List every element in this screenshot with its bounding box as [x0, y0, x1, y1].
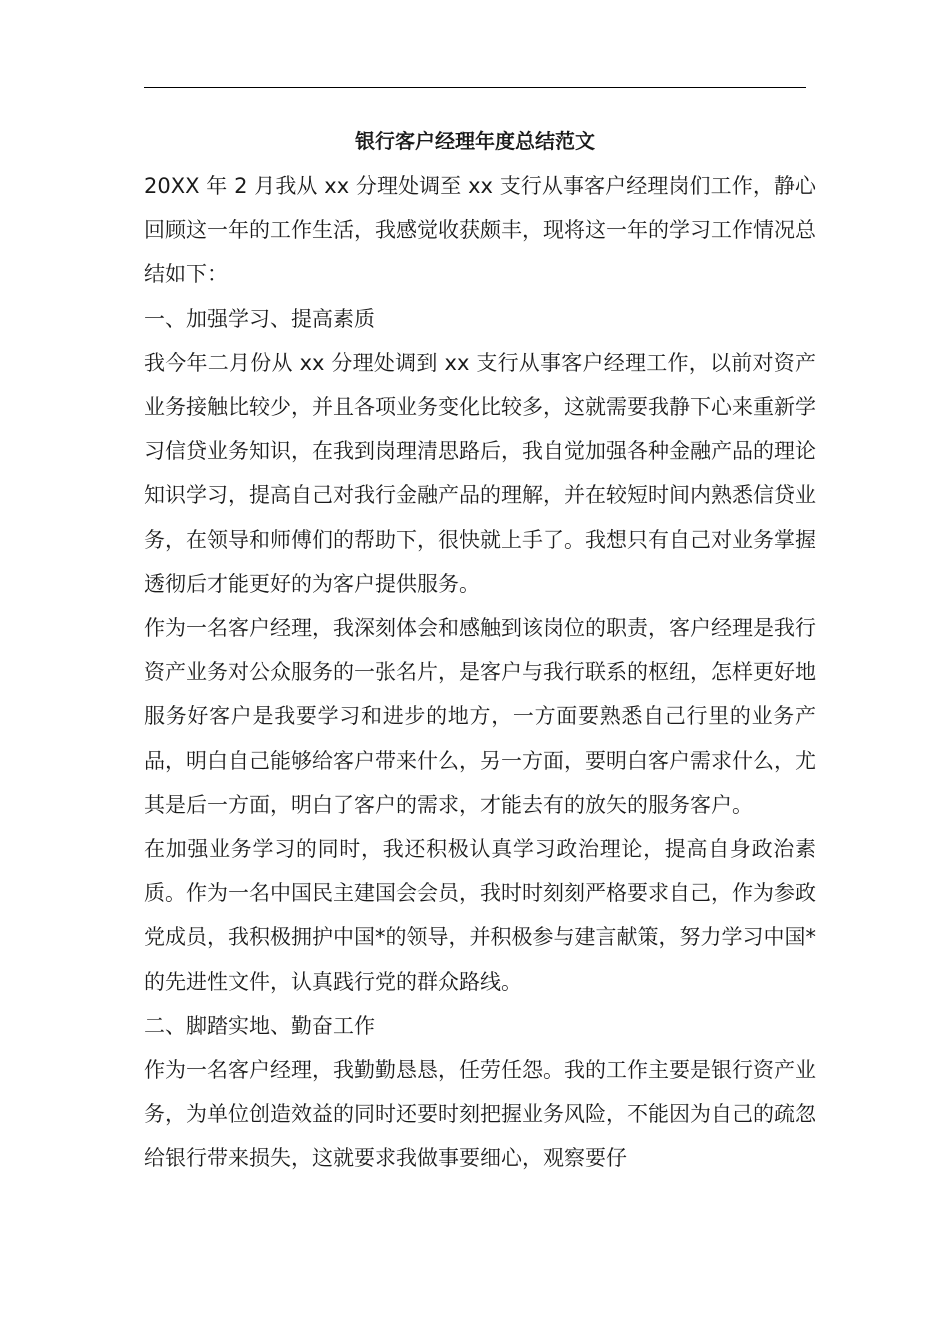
- document-title: 银行客户经理年度总结范文: [355, 129, 595, 153]
- section-1-paragraph-1: 我今年二月份从 xx 分理处调到 xx 支行从事客户经理工作，以前对资产业务接触比较少，并且各项业务变化比较多，这就需要我静下心来重新学习信贷业务知识，在我到岗理清思路后，我自觉加强各种金融产品的理论知识学习，提高自己对我行金融产品的理解，并在较短时间内熟悉信贷业务，在领导和师傅们的帮助下，很快就上手了。我想只有自己对业务掌握透彻后才能更好的为客户提供服务。: [144, 350, 816, 596]
- section-1-paragraph-2: 作为一名客户经理，我深刻体会和感触到该岗位的职责，客户经理是我行资产业务对公众服务的一张名片，是客户与我行联系的枢纽，怎样更好地服务好客户是我要学习和进步的地方，一方面要熟悉自己行里的业务产品，明白自己能够给客户带来什么，另一方面，要明白客户需求什么，尤其是后一方面，明白了客户的需求，才能去有的放矢的服务客户。: [144, 616, 816, 817]
- section-heading-1: 一、加强学习、提高素质: [144, 306, 375, 331]
- section-1-paragraph-3: 在加强业务学习的同时，我还积极认真学习政治理论，提高自身政治素质。作为一名中国民主建国会会员，我时时刻刻严格要求自己，作为参政党成员，我积极拥护中国*的领导，并积极参与建言献策，努力学习中国*的先进性文件，认真践行党的群众路线。: [144, 837, 816, 994]
- section-heading-2: 二、脚踏实地、勤奋工作: [144, 1013, 375, 1038]
- document-body: [144, 164, 816, 1181]
- intro-paragraph: 20XX 年 2 月我从 xx 分理处调至 xx 支行从事客户经理岗们工作，静心回顾这一年的工作生活，我感觉收获颇丰，现将这一年的学习工作情况总结如下：: [144, 174, 816, 287]
- section-2-paragraph-1: 作为一名客户经理，我勤勤恳恳，任劳任怨。我的工作主要是银行资产业务，为单位创造效益的同时还要时刻把握业务风险，不能因为自己的疏忽给银行带来损失，这就要求我做事要细心，观察要仔: [144, 1058, 816, 1171]
- header-rule: [144, 87, 806, 88]
